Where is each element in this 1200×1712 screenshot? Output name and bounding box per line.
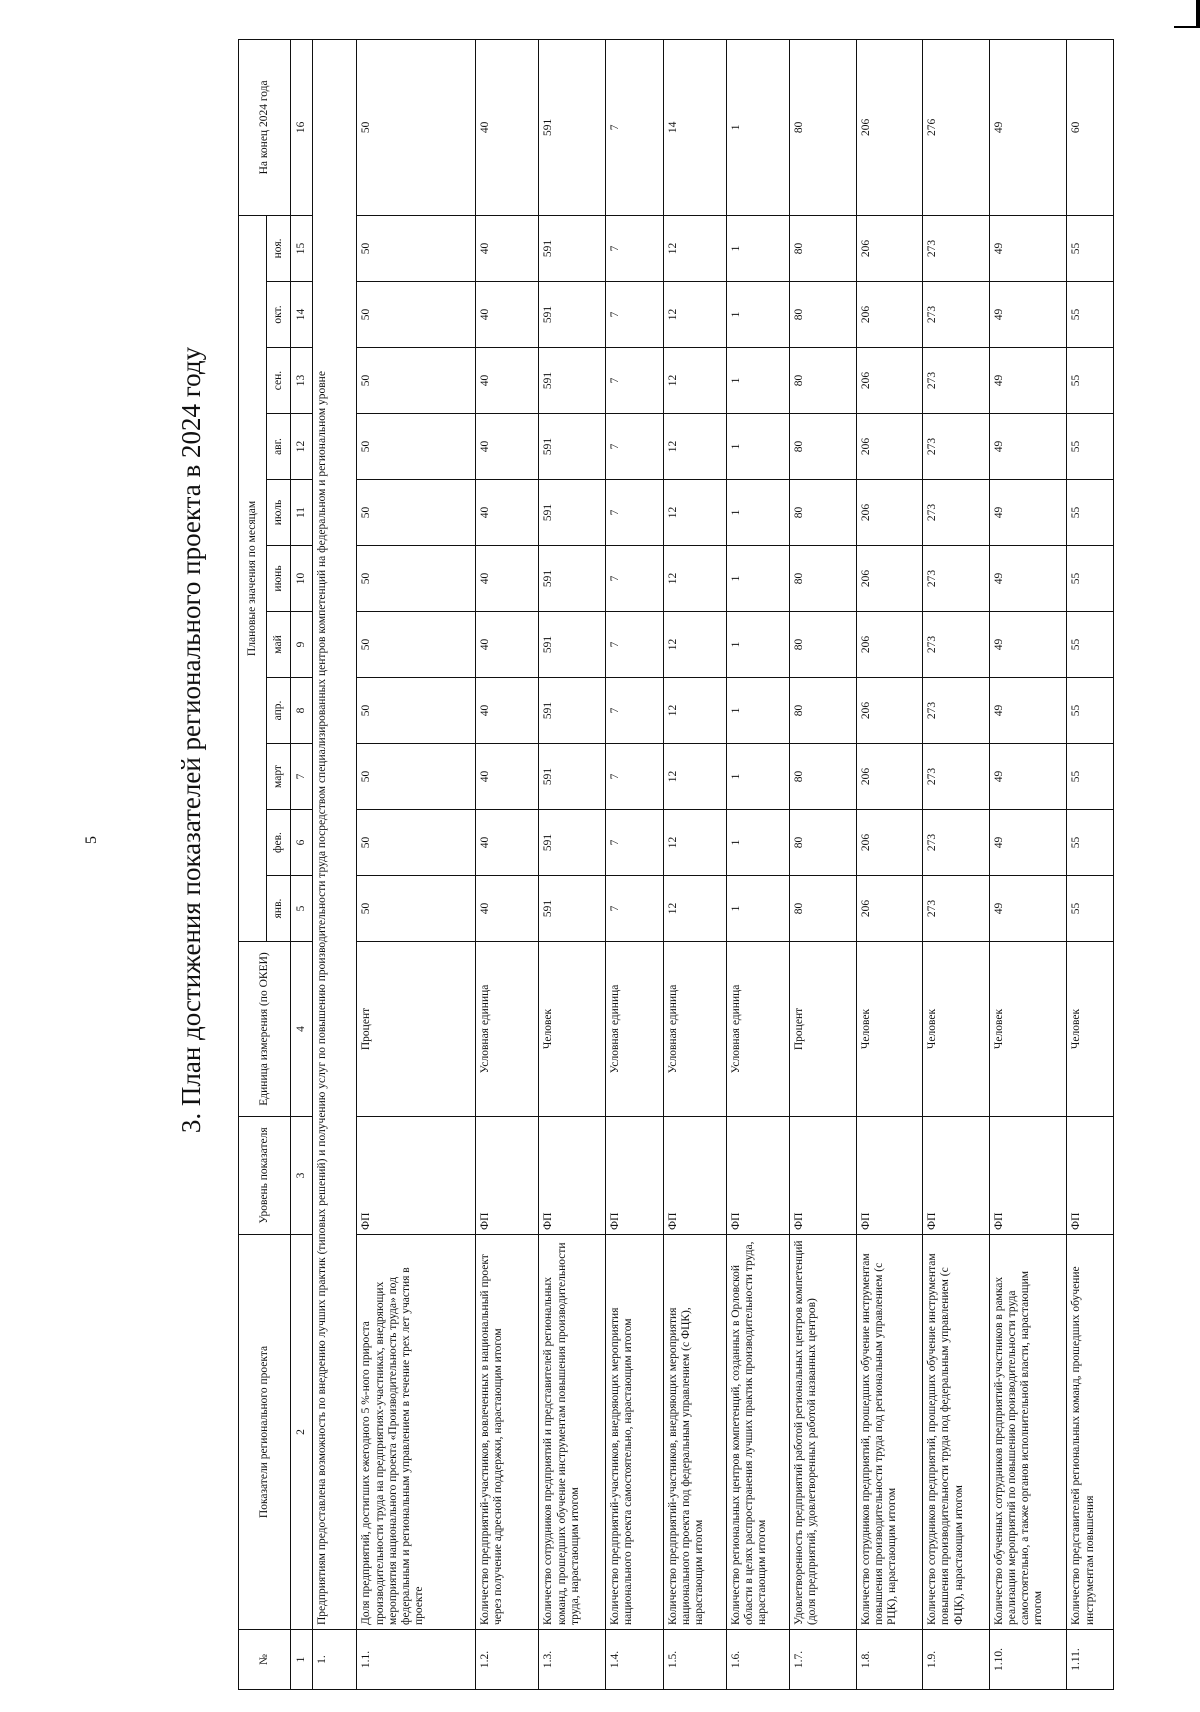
indicator-name: Количество предприятий-участников, внедряющих мероприятия национального проекта под федеральным управлением (с ФЦК), нарастающим итогом	[663, 1235, 726, 1630]
header-month: июнь	[267, 546, 291, 612]
year-end-value: 80	[790, 39, 857, 215]
month-value: 50	[357, 612, 476, 678]
month-value: 12	[663, 678, 726, 744]
month-value: 7	[605, 414, 663, 480]
section-text: Предприятиям предоставлена возможность по внедрению лучших практик (типовых решений) и получению услуг по повышению производительности труда посредством специализированных центров компетенций на федеральном и региональном уровне	[313, 39, 357, 1629]
month-value: 206	[856, 744, 923, 810]
month-value: 273	[923, 215, 990, 281]
column-number: 8	[291, 678, 313, 744]
header-month: сен.	[267, 348, 291, 414]
month-value: 273	[923, 282, 990, 348]
month-value: 49	[989, 612, 1067, 678]
month-value: 40	[476, 414, 539, 480]
row-number: 1.2.	[476, 1630, 539, 1690]
month-value: 12	[663, 480, 726, 546]
row-number: 1.1.	[357, 1630, 476, 1690]
month-value: 7	[605, 215, 663, 281]
table-row	[790, 39, 857, 1689]
month-value: 80	[790, 810, 857, 876]
month-value: 55	[1067, 215, 1114, 281]
month-value: 591	[539, 744, 606, 810]
indicator-name: Количество предприятий-участников, вовлеченных в национальный проект через получение адресной поддержки, нарастающим итогом	[476, 1235, 539, 1630]
indicator-level: ФП	[605, 1117, 663, 1235]
month-value: 50	[357, 348, 476, 414]
month-value: 591	[539, 810, 606, 876]
month-value: 12	[663, 876, 726, 942]
month-value: 1	[726, 612, 789, 678]
indicator-level: ФП	[923, 1117, 990, 1235]
month-value: 1	[726, 480, 789, 546]
month-value: 273	[923, 876, 990, 942]
month-value: 7	[605, 282, 663, 348]
row-number: 1.9.	[923, 1630, 990, 1690]
header-month: авг.	[267, 414, 291, 480]
month-value: 273	[923, 546, 990, 612]
month-value: 50	[357, 414, 476, 480]
month-value: 55	[1067, 810, 1114, 876]
month-value: 49	[989, 678, 1067, 744]
month-value: 50	[357, 215, 476, 281]
header-no: №	[239, 1630, 291, 1690]
rotated-table-wrapper	[238, 40, 1114, 1690]
month-value: 80	[790, 678, 857, 744]
year-end-value: 206	[856, 39, 923, 215]
row-number: 1.8.	[856, 1630, 923, 1690]
indicator-unit: Человек	[1067, 942, 1114, 1117]
month-value: 80	[790, 282, 857, 348]
month-value: 50	[357, 546, 476, 612]
month-value: 12	[663, 414, 726, 480]
year-end-value: 40	[476, 39, 539, 215]
row-number: 1.5.	[663, 1630, 726, 1690]
year-end-value: 276	[923, 39, 990, 215]
header-month: фев.	[267, 810, 291, 876]
month-value: 273	[923, 348, 990, 414]
month-value: 80	[790, 744, 857, 810]
month-value: 50	[357, 744, 476, 810]
month-value: 7	[605, 876, 663, 942]
column-number: 3	[291, 1117, 313, 1235]
month-value: 273	[923, 414, 990, 480]
month-value: 7	[605, 612, 663, 678]
month-value: 40	[476, 678, 539, 744]
month-value: 40	[476, 612, 539, 678]
column-number: 10	[291, 546, 313, 612]
month-value: 7	[605, 348, 663, 414]
indicator-unit: Условная единица	[726, 942, 789, 1117]
month-value: 206	[856, 480, 923, 546]
month-value: 206	[856, 348, 923, 414]
indicator-level: ФП	[663, 1117, 726, 1235]
year-end-value: 14	[663, 39, 726, 215]
month-value: 80	[790, 414, 857, 480]
column-number: 15	[291, 215, 313, 281]
table-row	[663, 39, 726, 1689]
table-row	[357, 39, 476, 1689]
month-value: 273	[923, 480, 990, 546]
month-value: 1	[726, 414, 789, 480]
indicator-name: Количество представителей региональных команд, прошедших обучение инструментам повышения	[1067, 1235, 1114, 1630]
table-row	[856, 39, 923, 1689]
month-value: 591	[539, 215, 606, 281]
indicator-level: ФП	[357, 1117, 476, 1235]
indicator-level: ФП	[476, 1117, 539, 1235]
indicator-unit: Человек	[989, 942, 1067, 1117]
month-value: 7	[605, 744, 663, 810]
header-month: окт.	[267, 282, 291, 348]
table-body	[313, 39, 1114, 1689]
month-value: 40	[476, 876, 539, 942]
section-number: 1.	[313, 1630, 357, 1690]
month-value: 591	[539, 282, 606, 348]
month-value: 1	[726, 744, 789, 810]
month-value: 206	[856, 810, 923, 876]
month-value: 273	[923, 810, 990, 876]
indicator-name: Удовлетворенность предприятий работой региональных центров компетенций (доля предприятий, удовлетворенных работой названных центров)	[790, 1235, 857, 1630]
year-end-value: 1	[726, 39, 789, 215]
month-value: 591	[539, 546, 606, 612]
column-number: 16	[291, 39, 313, 215]
month-value: 591	[539, 348, 606, 414]
indicator-unit: Человек	[923, 942, 990, 1117]
column-number: 11	[291, 480, 313, 546]
indicator-unit: Условная единица	[476, 942, 539, 1117]
month-value: 40	[476, 810, 539, 876]
indicator-name: Количество сотрудников предприятий, прошедших обучение инструментам повышения производительности труда под федеральным управлением (с ФЦК), нарастающим итогом	[923, 1235, 990, 1630]
month-value: 40	[476, 480, 539, 546]
table-row	[476, 39, 539, 1689]
month-value: 55	[1067, 678, 1114, 744]
month-value: 40	[476, 215, 539, 281]
header-year-end: На конец 2024 года	[239, 39, 291, 215]
indicator-name: Количество региональных центров компетенций, созданных в Орловской области в целях распространения лучших практик производительности труда, нарастающим итогом	[726, 1235, 789, 1630]
indicator-unit: Условная единица	[663, 942, 726, 1117]
year-end-value: 7	[605, 39, 663, 215]
header-unit: Единица измерения (по ОКЕИ)	[239, 942, 291, 1117]
month-value: 55	[1067, 612, 1114, 678]
month-value: 1	[726, 348, 789, 414]
column-number: 4	[291, 942, 313, 1117]
month-value: 40	[476, 744, 539, 810]
month-value: 206	[856, 876, 923, 942]
month-value: 50	[357, 678, 476, 744]
indicator-name: Количество обученных сотрудников предприятий-участников в рамках реализации мероприятий по повышению производительности труда самостоятельно, а также органов исполнительной власти, нарастающим итогом	[989, 1235, 1067, 1630]
indicator-unit: Процент	[357, 942, 476, 1117]
column-number: 14	[291, 282, 313, 348]
month-value: 1	[726, 678, 789, 744]
month-value: 7	[605, 810, 663, 876]
month-value: 49	[989, 282, 1067, 348]
column-numbers-row	[291, 39, 313, 1689]
month-value: 80	[790, 546, 857, 612]
month-value: 12	[663, 215, 726, 281]
column-number: 1	[291, 1630, 313, 1690]
month-value: 1	[726, 215, 789, 281]
month-value: 273	[923, 678, 990, 744]
table-row	[923, 39, 990, 1689]
indicator-level: ФП	[539, 1117, 606, 1235]
column-number: 12	[291, 414, 313, 480]
page-number: 5	[83, 836, 100, 844]
month-value: 55	[1067, 876, 1114, 942]
indicator-unit: Человек	[539, 942, 606, 1117]
row-number: 1.11.	[1067, 1630, 1114, 1690]
month-value: 80	[790, 348, 857, 414]
table-row	[605, 39, 663, 1689]
header-month: янв.	[267, 876, 291, 942]
month-value: 49	[989, 744, 1067, 810]
month-value: 206	[856, 546, 923, 612]
indicator-unit: Процент	[790, 942, 857, 1117]
row-number: 1.3.	[539, 1630, 606, 1690]
month-value: 40	[476, 348, 539, 414]
indicator-level: ФП	[726, 1117, 789, 1235]
table-row	[726, 39, 789, 1689]
row-number: 1.6.	[726, 1630, 789, 1690]
month-value: 55	[1067, 480, 1114, 546]
year-end-value: 60	[1067, 39, 1114, 215]
column-number: 5	[291, 876, 313, 942]
month-value: 80	[790, 480, 857, 546]
month-value: 7	[605, 480, 663, 546]
month-value: 12	[663, 810, 726, 876]
header-level: Уровень показателя	[239, 1117, 291, 1235]
indicator-unit: Условная единица	[605, 942, 663, 1117]
header-month: апр.	[267, 678, 291, 744]
indicator-name: Количество сотрудников предприятий и представителей региональных команд, прошедших обучение инструментам повышения производительности труда, нарастающим итогом	[539, 1235, 606, 1630]
indicators-table	[238, 39, 1114, 1690]
month-value: 49	[989, 215, 1067, 281]
month-value: 206	[856, 282, 923, 348]
page-corner-mark	[1174, 0, 1200, 28]
month-value: 12	[663, 282, 726, 348]
month-value: 273	[923, 744, 990, 810]
month-value: 12	[663, 546, 726, 612]
year-end-value: 49	[989, 39, 1067, 215]
month-value: 7	[605, 546, 663, 612]
month-value: 49	[989, 876, 1067, 942]
month-value: 55	[1067, 546, 1114, 612]
month-value: 12	[663, 348, 726, 414]
year-end-value: 50	[357, 39, 476, 215]
month-value: 49	[989, 546, 1067, 612]
header-month: март	[267, 744, 291, 810]
table-row	[539, 39, 606, 1689]
month-value: 206	[856, 678, 923, 744]
month-value: 1	[726, 282, 789, 348]
month-value: 55	[1067, 414, 1114, 480]
month-value: 49	[989, 414, 1067, 480]
indicator-name: Количество сотрудников предприятий, прошедших обучение инструментам повышения производительности труда под региональным управлением (с РЦК), нарастающим итогом	[856, 1235, 923, 1630]
header-monthly: Плановые значения по месяцам	[239, 215, 267, 941]
month-value: 591	[539, 876, 606, 942]
month-value: 55	[1067, 348, 1114, 414]
month-value: 591	[539, 480, 606, 546]
month-value: 591	[539, 414, 606, 480]
indicator-name: Доля предприятий, достигших ежегодного 5 %-ного прироста производительности труда на предприятиях-участниках, внедряющих мероприятия национального проекта «Производительность труда» под федеральным и региональным управлением в течение трех лет участия в проекте	[357, 1235, 476, 1630]
month-value: 591	[539, 678, 606, 744]
row-number: 1.10.	[989, 1630, 1067, 1690]
indicator-name: Количество предприятий-участников, внедряющих мероприятия национального проекта самостоятельно, нарастающим итогом	[605, 1235, 663, 1630]
month-value: 12	[663, 744, 726, 810]
month-value: 49	[989, 480, 1067, 546]
header-month: ноя.	[267, 215, 291, 281]
indicator-level: ФП	[856, 1117, 923, 1235]
column-number: 6	[291, 810, 313, 876]
month-value: 591	[539, 612, 606, 678]
month-value: 55	[1067, 282, 1114, 348]
column-number: 7	[291, 744, 313, 810]
indicator-level: ФП	[790, 1117, 857, 1235]
month-value: 80	[790, 215, 857, 281]
column-number: 2	[291, 1235, 313, 1630]
indicator-unit: Человек	[856, 942, 923, 1117]
month-value: 50	[357, 480, 476, 546]
month-value: 49	[989, 348, 1067, 414]
column-number: 13	[291, 348, 313, 414]
month-value: 273	[923, 612, 990, 678]
month-value: 1	[726, 546, 789, 612]
year-end-value: 591	[539, 39, 606, 215]
month-value: 40	[476, 546, 539, 612]
month-value: 80	[790, 612, 857, 678]
month-value: 12	[663, 612, 726, 678]
month-value: 50	[357, 810, 476, 876]
table-row	[989, 39, 1067, 1689]
section-row	[313, 39, 357, 1689]
page-title: 3. План достижения показателей регионального проекта в 2024 году	[176, 346, 206, 1134]
month-value: 50	[357, 282, 476, 348]
month-value: 206	[856, 215, 923, 281]
month-value: 1	[726, 810, 789, 876]
header-month: июль	[267, 480, 291, 546]
month-value: 40	[476, 282, 539, 348]
month-value: 1	[726, 876, 789, 942]
column-number: 9	[291, 612, 313, 678]
header-month: май	[267, 612, 291, 678]
month-value: 7	[605, 678, 663, 744]
row-number: 1.4.	[605, 1630, 663, 1690]
month-value: 206	[856, 612, 923, 678]
month-value: 50	[357, 876, 476, 942]
indicator-level: ФП	[1067, 1117, 1114, 1235]
row-number: 1.7.	[790, 1630, 857, 1690]
month-value: 55	[1067, 744, 1114, 810]
header-name: Показатели регионального проекта	[239, 1235, 291, 1630]
month-value: 206	[856, 414, 923, 480]
indicator-level: ФП	[989, 1117, 1067, 1235]
table-row	[1067, 39, 1114, 1689]
month-value: 80	[790, 876, 857, 942]
month-value: 49	[989, 810, 1067, 876]
